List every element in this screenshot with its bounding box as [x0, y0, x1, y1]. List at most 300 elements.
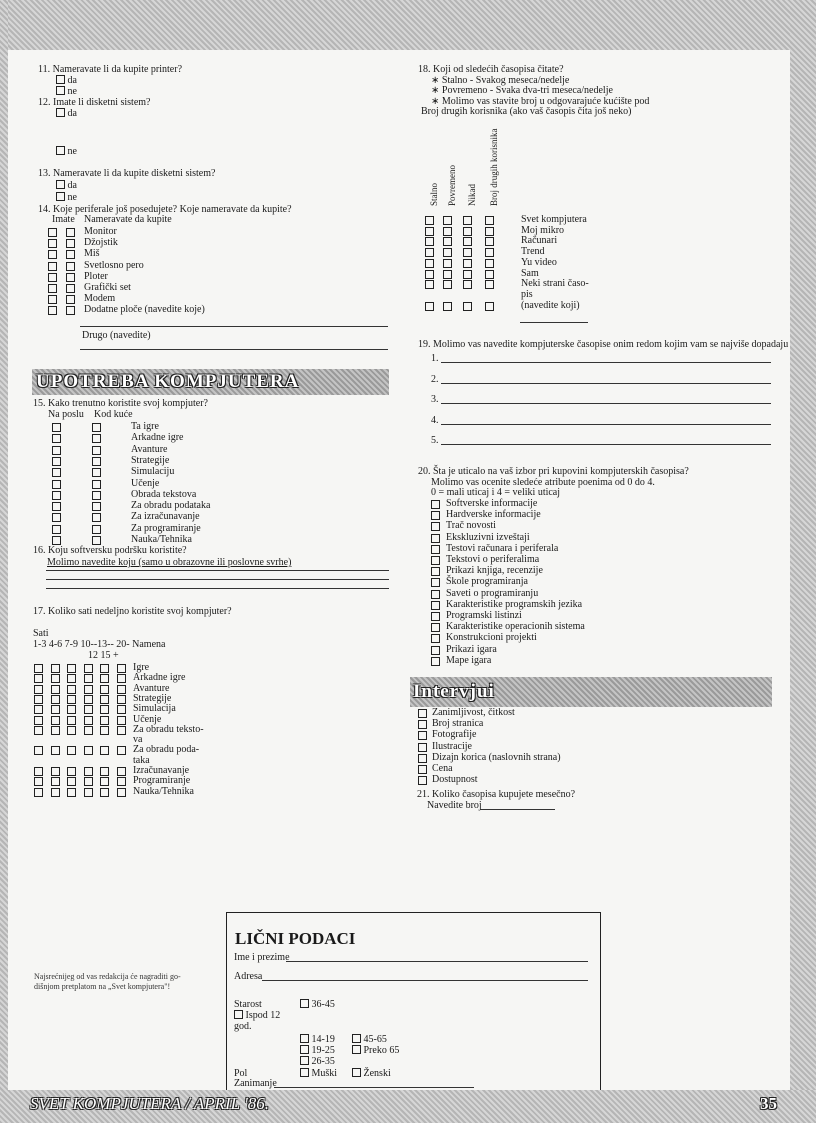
q15-work-checkbox[interactable]	[52, 513, 61, 522]
q17-hours-checkbox[interactable]	[84, 726, 93, 735]
q18-text-line: ∗ Povremeno - Svaka dva-tri meseca/nedelje	[431, 85, 613, 97]
q14-have-checkbox[interactable]	[48, 250, 57, 259]
q17-hours-checkbox[interactable]	[51, 716, 60, 725]
q17-hours-checkbox[interactable]	[117, 674, 126, 683]
q18-text-line: ∗ Stalno - Svakog meseca/nedelje	[431, 74, 570, 86]
q18-checkbox[interactable]	[443, 302, 452, 311]
q17-hours-checkbox[interactable]	[34, 664, 43, 673]
q17-item-label: va	[133, 734, 143, 746]
q14-item-label: Miš	[84, 248, 100, 260]
q20b-item-label: Cena	[432, 763, 453, 774]
q18-checkbox[interactable]	[485, 216, 494, 225]
q11-opt-ne[interactable]: ne	[56, 86, 77, 97]
checkbox[interactable]	[56, 75, 65, 84]
q18-checkbox[interactable]	[425, 248, 434, 257]
q17-hours-checkbox[interactable]	[34, 777, 43, 786]
q14-item-label: Ploter	[84, 270, 108, 282]
q18-text-line: 18. Koji od sledećih časopisa čitate?	[418, 64, 564, 75]
q20-checkbox[interactable]	[431, 545, 440, 554]
q20-checkbox[interactable]	[431, 646, 440, 655]
q20-item-label: Tekstovi o periferalima	[446, 554, 540, 565]
q17-hours-checkbox[interactable]	[51, 767, 60, 776]
q15-home-checkbox[interactable]	[92, 457, 101, 466]
q18-checkbox[interactable]	[485, 302, 494, 311]
q20-item-label: Trač novosti	[446, 520, 496, 532]
checkbox[interactable]	[56, 108, 65, 117]
q17-hours-checkbox[interactable]	[67, 788, 76, 797]
q18-text-line: Broj drugih korisnika (ako vaš časopis čita još neko)	[421, 106, 632, 118]
personal-name-line[interactable]	[286, 961, 588, 962]
q16-line-2[interactable]	[46, 579, 389, 580]
q15-work-checkbox[interactable]	[52, 468, 61, 477]
q17-label: 17. Koliko sati nedeljno koristite svoj kompjuter?	[33, 606, 232, 617]
q20-checkbox[interactable]	[431, 556, 440, 565]
q14-plan-checkbox[interactable]	[66, 273, 75, 282]
q17-hours-checkbox[interactable]	[100, 716, 109, 725]
q15-work-checkbox[interactable]	[52, 491, 61, 500]
q17-item-label: Programiranje	[133, 775, 191, 787]
q18-checkbox[interactable]	[443, 216, 452, 225]
checkbox[interactable]	[300, 1056, 309, 1065]
q15-item-label: Za programiranje	[131, 522, 201, 534]
q15-home-checkbox[interactable]	[92, 446, 101, 455]
q17-hours-checkbox[interactable]	[84, 664, 93, 673]
q20b-checkbox[interactable]	[418, 743, 427, 752]
age-opt-over-65[interactable]: Preko 65	[352, 1045, 399, 1056]
q20-checkbox[interactable]	[431, 500, 440, 509]
q17-hours-checkbox[interactable]	[67, 664, 76, 673]
personal-name-label: Ime i prezime	[234, 952, 290, 963]
footer-page-number: 35	[760, 1094, 777, 1113]
q15-home-checkbox[interactable]	[92, 491, 101, 500]
q17-hours-checkbox[interactable]	[84, 695, 93, 704]
q18-checkbox[interactable]	[463, 302, 472, 311]
checkbox[interactable]	[56, 146, 65, 155]
q15-label: 15. Kako trenutno koristite svoj kompjuter?	[33, 398, 208, 409]
q14-have-checkbox[interactable]	[48, 295, 57, 304]
q20-item-label: Prikazi knjiga, recenzije	[446, 565, 543, 577]
q17-hours-checkbox[interactable]	[34, 788, 43, 797]
section-title-usage: UPOTREBA KOMPJUTERA	[36, 371, 300, 392]
q15-col1: Na poslu	[48, 409, 84, 420]
q21-answer-line[interactable]	[480, 809, 555, 810]
q18-checkbox[interactable]	[425, 302, 434, 311]
q17-hours-checkbox[interactable]	[51, 726, 60, 735]
q20b-item-label: Dostupnost	[432, 774, 478, 786]
q18-checkbox[interactable]	[463, 227, 472, 236]
q15-item-label: Za izračunavanje	[131, 511, 200, 523]
checkbox[interactable]	[300, 1045, 309, 1054]
q18-checkbox[interactable]	[443, 227, 452, 236]
q17-hours-checkbox[interactable]	[67, 695, 76, 704]
q14-plan-checkbox[interactable]	[66, 228, 75, 237]
q11-opt-da[interactable]: da	[56, 75, 77, 86]
q20b-item-label: Ilustracije	[432, 740, 472, 752]
q17-hours-checkbox[interactable]	[100, 767, 109, 776]
q18-item-label: Svet kompjutera	[521, 214, 587, 225]
q14-have-checkbox[interactable]	[48, 228, 57, 237]
q19-rank-line[interactable]	[441, 444, 771, 445]
q17-item-label: Za obradu poda-	[133, 744, 200, 756]
q20-checkbox[interactable]	[431, 522, 440, 531]
age-opt-god: god.	[234, 1021, 252, 1032]
q13-opt-ne[interactable]: ne	[56, 192, 77, 203]
q14-item-label: Modem	[84, 293, 116, 305]
q16-line-1[interactable]	[46, 570, 389, 571]
q19-rank-number: 5.	[431, 435, 439, 446]
q18-item-label: Sam	[521, 267, 539, 279]
q17-hours-checkbox[interactable]	[117, 777, 126, 786]
q17-hours-checkbox[interactable]	[84, 767, 93, 776]
q14-plan-checkbox[interactable]	[66, 262, 75, 271]
q11-label: 11. Nameravate li da kupite printer?	[38, 64, 183, 75]
q14-item-label: Svetlosno pero	[84, 259, 144, 271]
q17-hours-checkbox[interactable]	[117, 767, 126, 776]
checkbox[interactable]	[300, 999, 309, 1008]
q18-other-line[interactable]	[520, 322, 588, 323]
q17-sati: Sati	[33, 628, 49, 639]
checkbox[interactable]	[352, 1068, 361, 1077]
q15-work-checkbox[interactable]	[52, 434, 61, 443]
q17-hours-checkbox[interactable]	[100, 726, 109, 735]
checkbox[interactable]	[352, 1034, 361, 1043]
q20-item-label: Saveti o programiranju	[446, 587, 539, 599]
q18-checkbox[interactable]	[463, 216, 472, 225]
q19-rank-line[interactable]	[441, 424, 771, 425]
q17-hours-checkbox[interactable]	[67, 705, 76, 714]
q14-item-label: Monitor	[84, 226, 117, 237]
q17-hours-checkbox[interactable]	[117, 716, 126, 725]
q18-col-header: Broj drugih korisnika	[489, 128, 499, 206]
age-opt-45-65[interactable]: 45-65	[352, 1034, 387, 1045]
q18-checkbox[interactable]	[463, 237, 472, 246]
q14-have-checkbox[interactable]	[48, 284, 57, 293]
q18-checkbox[interactable]	[443, 237, 452, 246]
q15-item-label: Strategije	[131, 454, 170, 466]
personal-age-label: Starost	[234, 999, 262, 1010]
q17-item-label: taka	[133, 754, 150, 766]
q15-item-label: Nauka/Tehnika	[131, 534, 192, 545]
q20-item-label: Konstrukcioni projekti	[446, 632, 537, 644]
q17-item-label: Učenje	[133, 713, 162, 725]
q17-hours-checkbox[interactable]	[34, 674, 43, 683]
q17-hours-checkbox[interactable]	[117, 726, 126, 735]
q17-hours-checkbox[interactable]	[117, 664, 126, 673]
q18-checkbox[interactable]	[443, 280, 452, 289]
personal-sex-label: Pol	[234, 1068, 248, 1079]
q15-col2: Kod kuće	[94, 409, 133, 420]
q18-checkbox[interactable]	[485, 237, 494, 246]
q18-item-label: (navedite koji)	[521, 299, 580, 311]
q17-hours-checkbox[interactable]	[51, 777, 60, 786]
personal-address-label: Adresa	[234, 971, 263, 982]
q20-checkbox[interactable]	[431, 590, 440, 599]
q15-item-label: Za obradu podataka	[131, 500, 211, 512]
q15-home-checkbox[interactable]	[92, 525, 101, 534]
q17-hours-checkbox[interactable]	[51, 695, 60, 704]
q18-col-header: Povremeno	[447, 165, 457, 206]
personal-job-label: Zanimanje	[234, 1078, 277, 1089]
q20-item-label: Testovi računara i periferala	[446, 542, 559, 554]
q15-work-checkbox[interactable]	[52, 502, 61, 511]
q18-checkbox[interactable]	[425, 237, 434, 246]
q17-hours-checkbox[interactable]	[34, 767, 43, 776]
q19-rank-number: 1.	[431, 353, 439, 364]
q15-work-checkbox[interactable]	[52, 423, 61, 432]
q17-item-label: Nauka/Tehnika	[133, 785, 194, 797]
q16-line-3[interactable]	[46, 588, 389, 589]
q12-opt-ne[interactable]: ne	[56, 146, 77, 157]
q18-checkbox[interactable]	[463, 280, 472, 289]
q20-item-label: Škole programiranja	[446, 576, 528, 588]
q17-header-1: 1-3 4-6 7-9 10--13-- 20- Namena	[33, 639, 166, 650]
q17-hours-checkbox[interactable]	[100, 746, 109, 755]
page-border-left	[0, 0, 8, 1123]
q19-rank-line[interactable]	[441, 403, 771, 404]
q20-checkbox[interactable]	[431, 578, 440, 587]
q17-hours-checkbox[interactable]	[34, 705, 43, 714]
q17-hours-checkbox[interactable]	[100, 674, 109, 683]
q17-hours-checkbox[interactable]	[34, 726, 43, 735]
q15-home-checkbox[interactable]	[92, 468, 101, 477]
q18-checkbox[interactable]	[425, 227, 434, 236]
q17-hours-checkbox[interactable]	[67, 777, 76, 786]
q20-checkbox[interactable]	[431, 623, 440, 632]
q17-hours-checkbox[interactable]	[67, 726, 76, 735]
q14-plan-checkbox[interactable]	[66, 250, 75, 259]
prize-note: Najsrećnijeg od vas redakcija će nagraditi go- dišnjom pretplatom na „Svet kompjutera"!	[34, 972, 181, 991]
q17-hours-checkbox[interactable]	[84, 705, 93, 714]
q19-label: 19. Molimo vas navedite kompjuterske časopise onim redom kojim vam se najviše dopadaju	[418, 339, 789, 350]
age-opt-19-25[interactable]: 19-25	[300, 1045, 335, 1056]
q18-checkbox[interactable]	[443, 259, 452, 268]
q18-checkbox[interactable]	[485, 248, 494, 257]
q17-hours-checkbox[interactable]	[117, 705, 126, 714]
q17-hours-checkbox[interactable]	[117, 685, 126, 694]
q15-home-checkbox[interactable]	[92, 502, 101, 511]
q15-item-label: Arkadne igre	[131, 432, 184, 444]
q16-label: 16. Koju softversku podršku koristite?	[33, 545, 187, 556]
q18-col-header: Stalno	[429, 182, 439, 206]
q15-work-checkbox[interactable]	[52, 446, 61, 455]
q17-hours-checkbox[interactable]	[51, 685, 60, 694]
age-opt-under-12[interactable]: Ispod 12	[234, 1010, 280, 1021]
q12-label: 12. Imate li disketni sistem?	[38, 97, 151, 108]
personal-address-line[interactable]	[262, 980, 588, 981]
checkbox[interactable]	[300, 1034, 309, 1043]
q17-item-label: Simulacija	[133, 703, 176, 715]
q14-label: 14. Koje periferale još posedujete? Koje nameravate da kupite?	[38, 204, 292, 215]
page-border-top	[0, 0, 816, 50]
q20b-checkbox[interactable]	[418, 731, 427, 740]
q20b-item-label: Dizajn korica (naslovnih strana)	[432, 751, 561, 763]
q14-plan-checkbox[interactable]	[66, 306, 75, 315]
checkbox[interactable]	[56, 192, 65, 201]
q19-rank-line[interactable]	[441, 383, 771, 384]
q14-have-checkbox[interactable]	[48, 306, 57, 315]
q17-header-2: 12 15 +	[88, 650, 119, 661]
sex-opt-male[interactable]: Muški	[300, 1068, 337, 1079]
q17-hours-checkbox[interactable]	[67, 767, 76, 776]
q20-item-label: Ekskluzivni izveštaji	[446, 531, 530, 543]
q15-home-checkbox[interactable]	[92, 480, 101, 489]
q15-work-checkbox[interactable]	[52, 536, 61, 545]
q17-hours-checkbox[interactable]	[117, 788, 126, 797]
q17-hours-checkbox[interactable]	[100, 788, 109, 797]
q17-hours-checkbox[interactable]	[84, 685, 93, 694]
q17-item-label: Arkadne igre	[133, 672, 186, 684]
q21-label: 21. Koliko časopisa kupujete mesečno?	[417, 789, 576, 800]
q18-item-label: Neki strani časo-	[521, 278, 589, 290]
q18-checkbox[interactable]	[425, 280, 434, 289]
q14-other-line[interactable]	[80, 349, 388, 350]
q18-checkbox[interactable]	[425, 259, 434, 268]
q15-work-checkbox[interactable]	[52, 480, 61, 489]
q17-hours-checkbox[interactable]	[67, 674, 76, 683]
q15-home-checkbox[interactable]	[92, 423, 101, 432]
q17-hours-checkbox[interactable]	[34, 695, 43, 704]
age-opt-26-35[interactable]: 26-35	[300, 1056, 335, 1067]
q17-hours-checkbox[interactable]	[84, 674, 93, 683]
q20b-checkbox[interactable]	[418, 776, 427, 785]
q14-have-checkbox[interactable]	[48, 273, 57, 282]
q14-plan-checkbox[interactable]	[66, 284, 75, 293]
q15-home-checkbox[interactable]	[92, 536, 101, 545]
checkbox[interactable]	[234, 1010, 243, 1019]
q16-sub: Molimo navedite koju (samo u obrazovne ili poslovne svrhe)	[47, 557, 292, 568]
q17-hours-checkbox[interactable]	[34, 716, 43, 725]
q20-item-label: Hardverske informacije	[446, 509, 541, 521]
q17-hours-checkbox[interactable]	[34, 685, 43, 694]
q18-text-line: ∗ Molimo vas stavite broj u odgovarajuće kućište pod	[431, 95, 650, 107]
q18-checkbox[interactable]	[463, 259, 472, 268]
sex-opt-female[interactable]: Ženski	[352, 1068, 391, 1079]
q17-hours-checkbox[interactable]	[51, 674, 60, 683]
q14-item-label: Grafički set	[84, 282, 131, 293]
q17-hours-checkbox[interactable]	[117, 746, 126, 755]
q20b-item-label: Fotografije	[432, 729, 477, 741]
q20-checkbox[interactable]	[431, 657, 440, 666]
q17-hours-checkbox[interactable]	[84, 777, 93, 786]
q19-rank-number: 4.	[431, 414, 439, 426]
checkbox[interactable]	[300, 1068, 309, 1077]
q17-hours-checkbox[interactable]	[100, 685, 109, 694]
q15-item-label: Obrada tekstova	[131, 488, 197, 500]
q19-rank-number: 2.	[431, 373, 439, 385]
q17-item-label: Strategije	[133, 692, 172, 704]
q17-item-label: Za obradu teksto-	[133, 723, 204, 735]
q19-rank-number: 3.	[431, 394, 439, 405]
age-opt-14-19[interactable]: 14-19	[300, 1034, 335, 1045]
q15-home-checkbox[interactable]	[92, 434, 101, 443]
q18-checkbox[interactable]	[485, 227, 494, 236]
personal-job-line[interactable]	[274, 1087, 474, 1088]
checkbox[interactable]	[352, 1045, 361, 1054]
q13-label: 13. Nameravate li da kupite disketni sistem?	[38, 168, 216, 179]
q20-checkbox[interactable]	[431, 511, 440, 520]
q20-checkbox[interactable]	[431, 534, 440, 543]
q18-checkbox[interactable]	[425, 270, 434, 279]
q18-item-label: Yu video	[521, 256, 557, 268]
q18-checkbox[interactable]	[443, 248, 452, 257]
q20b-checkbox[interactable]	[418, 765, 427, 774]
q18-checkbox[interactable]	[443, 270, 452, 279]
q17-hours-checkbox[interactable]	[84, 788, 93, 797]
q12-opt-da[interactable]: da	[56, 108, 77, 119]
q14-item-label: Dodatne ploče (navedite koje)	[84, 304, 205, 316]
q14-item-label: Džojstik	[84, 237, 118, 249]
q17-hours-checkbox[interactable]	[84, 746, 93, 755]
q17-hours-checkbox[interactable]	[67, 685, 76, 694]
q20-checkbox[interactable]	[431, 601, 440, 610]
q18-checkbox[interactable]	[463, 248, 472, 257]
q20-item-label: Programski listinzi	[446, 610, 522, 621]
q20-checkbox[interactable]	[431, 567, 440, 576]
q17-hours-checkbox[interactable]	[67, 746, 76, 755]
q14-plan-checkbox[interactable]	[66, 239, 75, 248]
q17-hours-checkbox[interactable]	[34, 746, 43, 755]
q17-hours-checkbox[interactable]	[51, 746, 60, 755]
q14-have-checkbox[interactable]	[48, 262, 57, 271]
q14-plan-checkbox[interactable]	[66, 295, 75, 304]
q14-have-checkbox[interactable]	[48, 239, 57, 248]
section-title-interviews: Intervjui	[413, 681, 495, 702]
q17-hours-checkbox[interactable]	[51, 788, 60, 797]
q17-hours-checkbox[interactable]	[51, 664, 60, 673]
q20-text-line: 0 = mali uticaj i 4 = veliki uticaj	[431, 487, 561, 498]
q17-item-label: Avanture	[133, 682, 170, 694]
q18-checkbox[interactable]	[485, 280, 494, 289]
age-opt-36-45[interactable]: 36-45	[300, 999, 335, 1010]
q18-item-label: Računari	[521, 235, 558, 247]
q17-hours-checkbox[interactable]	[51, 705, 60, 714]
q14-line-1[interactable]	[80, 326, 388, 327]
q17-hours-checkbox[interactable]	[100, 664, 109, 673]
q18-checkbox[interactable]	[463, 270, 472, 279]
checkbox[interactable]	[56, 180, 65, 189]
q20-text-line: Molimo vas ocenite sledeće atribute poenima od 0 do 4.	[431, 476, 655, 488]
q20-checkbox[interactable]	[431, 634, 440, 643]
q20-item-label: Mape igara	[446, 654, 492, 666]
q15-home-checkbox[interactable]	[92, 513, 101, 522]
q17-hours-checkbox[interactable]	[100, 777, 109, 786]
q21-sub: Navedite broj	[427, 800, 482, 811]
q17-hours-checkbox[interactable]	[84, 716, 93, 725]
q19-rank-line[interactable]	[441, 362, 771, 363]
q18-checkbox[interactable]	[425, 216, 434, 225]
q17-hours-checkbox[interactable]	[100, 695, 109, 704]
q20b-checkbox[interactable]	[418, 720, 427, 729]
q17-item-label: Izračunavanje	[133, 765, 190, 776]
q18-col-header: Nikad	[467, 184, 477, 206]
footer-magazine: SVET KOMPJUTERA / APRIL '86.	[30, 1094, 269, 1113]
q20-checkbox[interactable]	[431, 612, 440, 621]
q15-item-label: Učenje	[131, 477, 160, 489]
q15-work-checkbox[interactable]	[52, 525, 61, 534]
q17-hours-checkbox[interactable]	[100, 705, 109, 714]
q20b-checkbox[interactable]	[418, 754, 427, 763]
q18-checkbox[interactable]	[485, 270, 494, 279]
q18-checkbox[interactable]	[485, 259, 494, 268]
q20-item-label: Prikazi igara	[446, 643, 497, 655]
checkbox[interactable]	[56, 86, 65, 95]
q17-hours-checkbox[interactable]	[67, 716, 76, 725]
q13-opt-da[interactable]: da	[56, 180, 77, 191]
q15-work-checkbox[interactable]	[52, 457, 61, 466]
personal-title: LIČNI PODACI	[235, 929, 356, 948]
q17-hours-checkbox[interactable]	[117, 695, 126, 704]
q20b-checkbox[interactable]	[418, 709, 427, 718]
